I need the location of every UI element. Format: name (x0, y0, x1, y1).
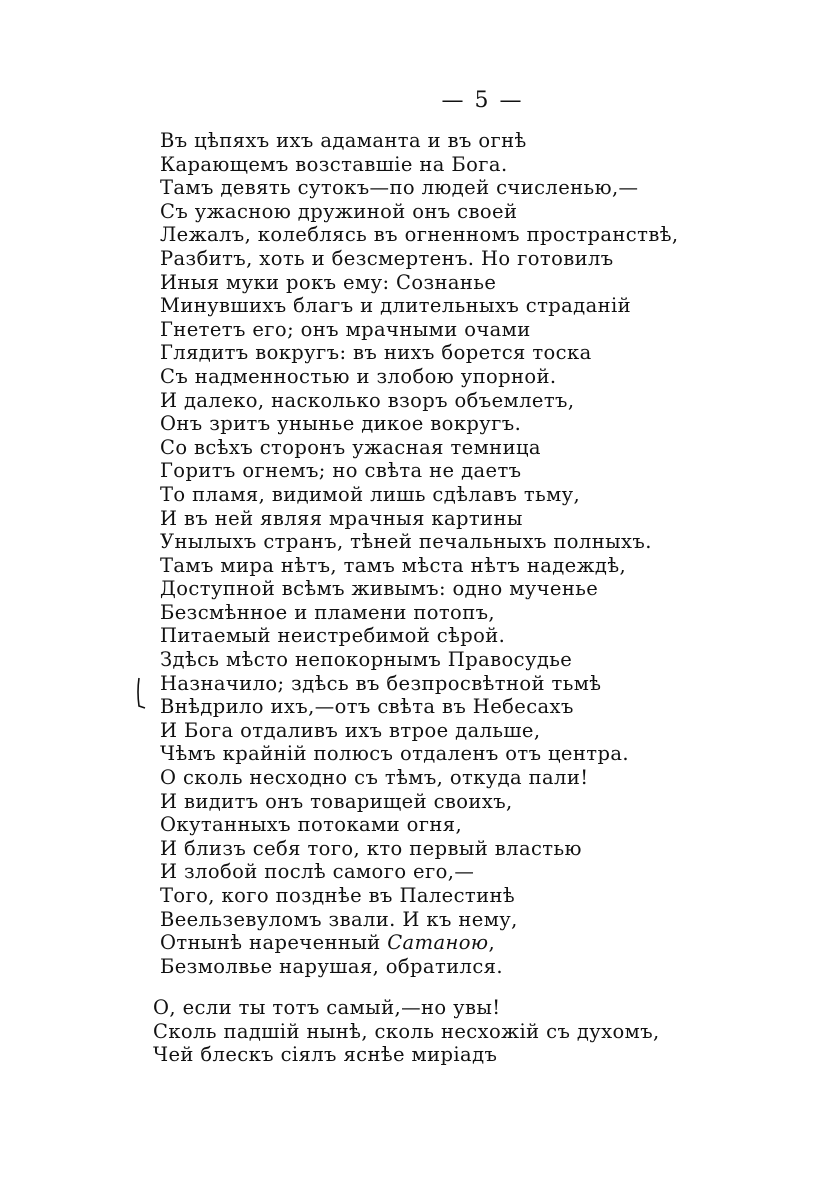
verse-line: То пламя, видимой лишь сдѣлавъ тьму, (160, 482, 581, 506)
verse-line: Назначило; здѣсь въ безпросвѣтной тьмѣ (160, 671, 602, 695)
verse-line: Глядитъ вокругъ: въ нихъ борется тоска (160, 341, 592, 365)
verse-line: Того, кого позднѣе въ Палестинѣ (160, 884, 516, 907)
verse-line: Иныя муки рокъ ему: Сознанье (160, 270, 497, 294)
verse-line: И въ ней являя мрачныя картины (160, 506, 523, 530)
verse-line: И злобой послѣ самого его,— (160, 860, 475, 884)
verse-line: Разбитъ, хоть и безсмертенъ. Но готовилъ (160, 246, 614, 270)
verse-line: О, если ты тотъ самый,—но увы! (153, 996, 501, 1019)
verse-text: Отнынѣ нареченный (160, 931, 388, 955)
verse-line: И видитъ онъ товарищей своихъ, (160, 789, 513, 813)
verse-line: Сколь падшій нынѣ, сколь несхожій съ духомъ, (153, 1019, 660, 1043)
margin-bracket-mark (136, 676, 146, 710)
verse-line: Тамъ девять сутокъ—по людей счисленью,— (160, 176, 639, 200)
verse-stanza-1 (160, 129, 800, 978)
verse-line: Лежалъ, колеблясь въ огненномъ пространствѣ, (160, 223, 679, 247)
verse-line: Безсмѣнное и пламени потопъ, (160, 600, 495, 624)
verse-line: Питаемый неистребимой сѣрой. (160, 624, 506, 648)
verse-line: Безмолвье нарушая, обратился. (160, 954, 503, 978)
verse-line: Съ надменностью и злобою упорной. (160, 364, 557, 388)
verse-line: Съ ужасною дружиной онъ своей (160, 199, 518, 223)
verse-line: О сколь несходно съ тѣмъ, откуда пали! (160, 766, 589, 790)
verse-line: Доступной всѣмъ живымъ: одно мученье (160, 577, 599, 601)
verse-line: Тамъ мира нѣтъ, тамъ мѣста нѣтъ надеждѣ, (160, 553, 627, 577)
verse-line: Внѣдрило ихъ,—отъ свѣта въ Небесахъ (160, 695, 574, 719)
verse-line: Карающемъ возставшіе на Бога. (160, 152, 508, 176)
verse-line-satan (160, 931, 800, 955)
verse-line: Со всѣхъ сторонъ ужасная темница (160, 435, 541, 459)
verse-line: Минувшихъ благъ и длительныхъ страданій (160, 294, 632, 318)
verse-line: Здѣсь мѣсто непокорнымъ Правосудье (160, 648, 573, 672)
page-number: — 5 — (441, 88, 524, 113)
verse-line: Чей блескъ сіялъ яснѣе миріадъ (153, 1043, 498, 1067)
verse-line: Чѣмъ крайній полюсъ отдаленъ отъ центра. (160, 742, 629, 766)
verse-line: Въ цѣпяхъ ихъ адаманта и въ огнѣ (160, 129, 527, 152)
verse-line: Унылыхъ странъ, тѣней печальныхъ полныхъ. (160, 530, 652, 554)
verse-line: Гнететъ его; онъ мрачными очами (160, 317, 531, 341)
italic-name-satan: Сатаною (387, 931, 489, 955)
verse-line: Онъ зритъ унынье дикое вокругъ. (160, 412, 522, 436)
verse-line: Горитъ огнемъ; но свѣта не даетъ (160, 459, 522, 483)
verse-line: Окутанныхъ потоками огня, (160, 813, 463, 837)
verse-line: И Бога отдаливъ ихъ втрое дальше, (160, 718, 541, 742)
verse-line: Веельзевуломъ звали. И къ нему, (160, 907, 518, 931)
verse-stanza-2 (153, 996, 813, 1067)
verse-line: И близъ себя того, кто первый властью (160, 836, 582, 860)
verse-line: И далеко, насколько взоръ объемлетъ, (160, 388, 575, 412)
verse-text: , (488, 931, 496, 955)
